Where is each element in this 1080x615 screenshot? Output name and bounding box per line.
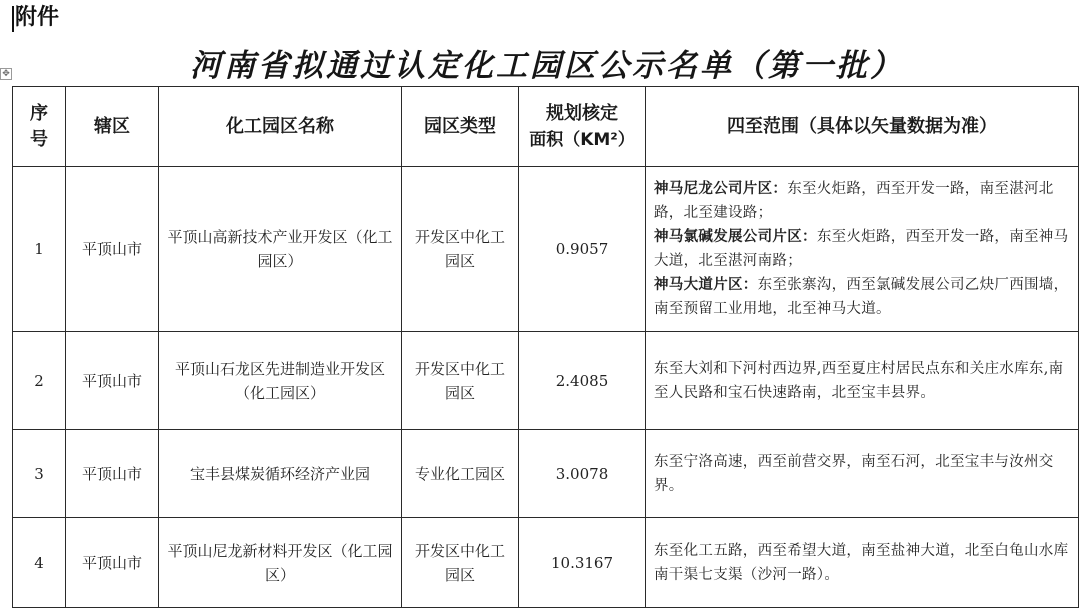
zone-label: 神马氯碱发展公司片区： [654,229,817,245]
cell-boundary: 东至大刘和下河村西边界,西至夏庄村居民点东和关庄水库东,南至人民路和宝石快速路南，北至宝丰县界。 [646,332,1079,430]
park-type-text: 开发区中化工园区 [414,359,505,402]
cell-no: 3 [13,430,66,518]
park-name-text: 平顶山高新技术产业开发区（化工园区） [167,228,393,270]
park-type-text: 开发区中化工园区 [414,541,505,584]
cell-park-type [402,332,519,430]
cell-boundary [646,167,1079,332]
header-park-name: 化工园区名称 [159,87,402,167]
cell-area: 0.9057 [519,167,646,332]
zone-boundary-text: 东至火炬路，西至开发一路，南至湛河北路，北至建设路； [654,181,1054,221]
table-row [13,430,1079,518]
cell-park-name [159,167,402,332]
cell-park-type [402,430,519,518]
cell-park-name [159,332,402,430]
text-cursor [12,6,14,32]
cell-no: 2 [13,332,66,430]
cell-park-type [402,518,519,608]
cell-area: 2.4085 [519,332,646,430]
attachment-label: 附件 [15,5,60,30]
cell-area: 10.3167 [519,518,646,608]
header-no [13,87,66,167]
header-park-type: 园区类型 [402,87,519,167]
table-row [13,518,1079,608]
park-name-text: 平顶山石龙区先进制造业开发区（化工园区） [174,359,385,402]
cell-park-type [402,167,519,332]
header-area [519,87,646,167]
park-list-table [12,86,1079,608]
cell-boundary: 东至化工五路，西至希望大道，南至盐神大道，北至白龟山水库南干渠七支渠（沙河一路）。 [646,518,1079,608]
zone-label: 神马尼龙公司片区： [654,181,788,197]
park-type-text: 专业化工园区 [414,464,505,483]
header-no-label: 序号 [30,102,48,150]
cell-no: 1 [13,167,66,332]
zone-boundary-text: 东至张寨沟，西至氯碱发展公司乙炔厂西围墙，南至预留工业用地，北至神马大道。 [654,277,1069,317]
zone-boundary-text: 东至火炬路，西至开发一路，南至神马大道，北至湛河南路； [654,229,1069,269]
cell-no: 4 [13,518,66,608]
table-move-handle-icon[interactable]: ✥ [0,68,12,80]
header-area-line2: 面积（KM²） [529,129,635,150]
page-title: 河南省拟通过认定化工园区公示名单（第一批） [190,48,904,84]
cell-district: 平顶山市 [66,430,159,518]
cell-district: 平顶山市 [66,332,159,430]
cell-area: 3.0078 [519,430,646,518]
cell-district: 平顶山市 [66,167,159,332]
table-row [13,167,1079,332]
park-name-text: 平顶山尼龙新材料开发区（化工园区） [167,541,393,584]
header-district: 辖区 [66,87,159,167]
park-type-text: 开发区中化工园区 [414,228,505,270]
header-boundary: 四至范围（具体以矢量数据为准） [646,87,1079,167]
cell-district: 平顶山市 [66,518,159,608]
park-name-text: 宝丰县煤炭循环经济产业园 [189,464,370,483]
cell-park-name [159,430,402,518]
table-header-row [13,87,1079,167]
table-row [13,332,1079,430]
cell-park-name [159,518,402,608]
cell-boundary: 东至宁洛高速，西至前营交界，南至石河，北至宝丰与汝州交界。 [646,430,1079,518]
zone-label: 神马大道片区： [654,277,758,293]
header-area-line1: 规划核定 [546,102,618,124]
